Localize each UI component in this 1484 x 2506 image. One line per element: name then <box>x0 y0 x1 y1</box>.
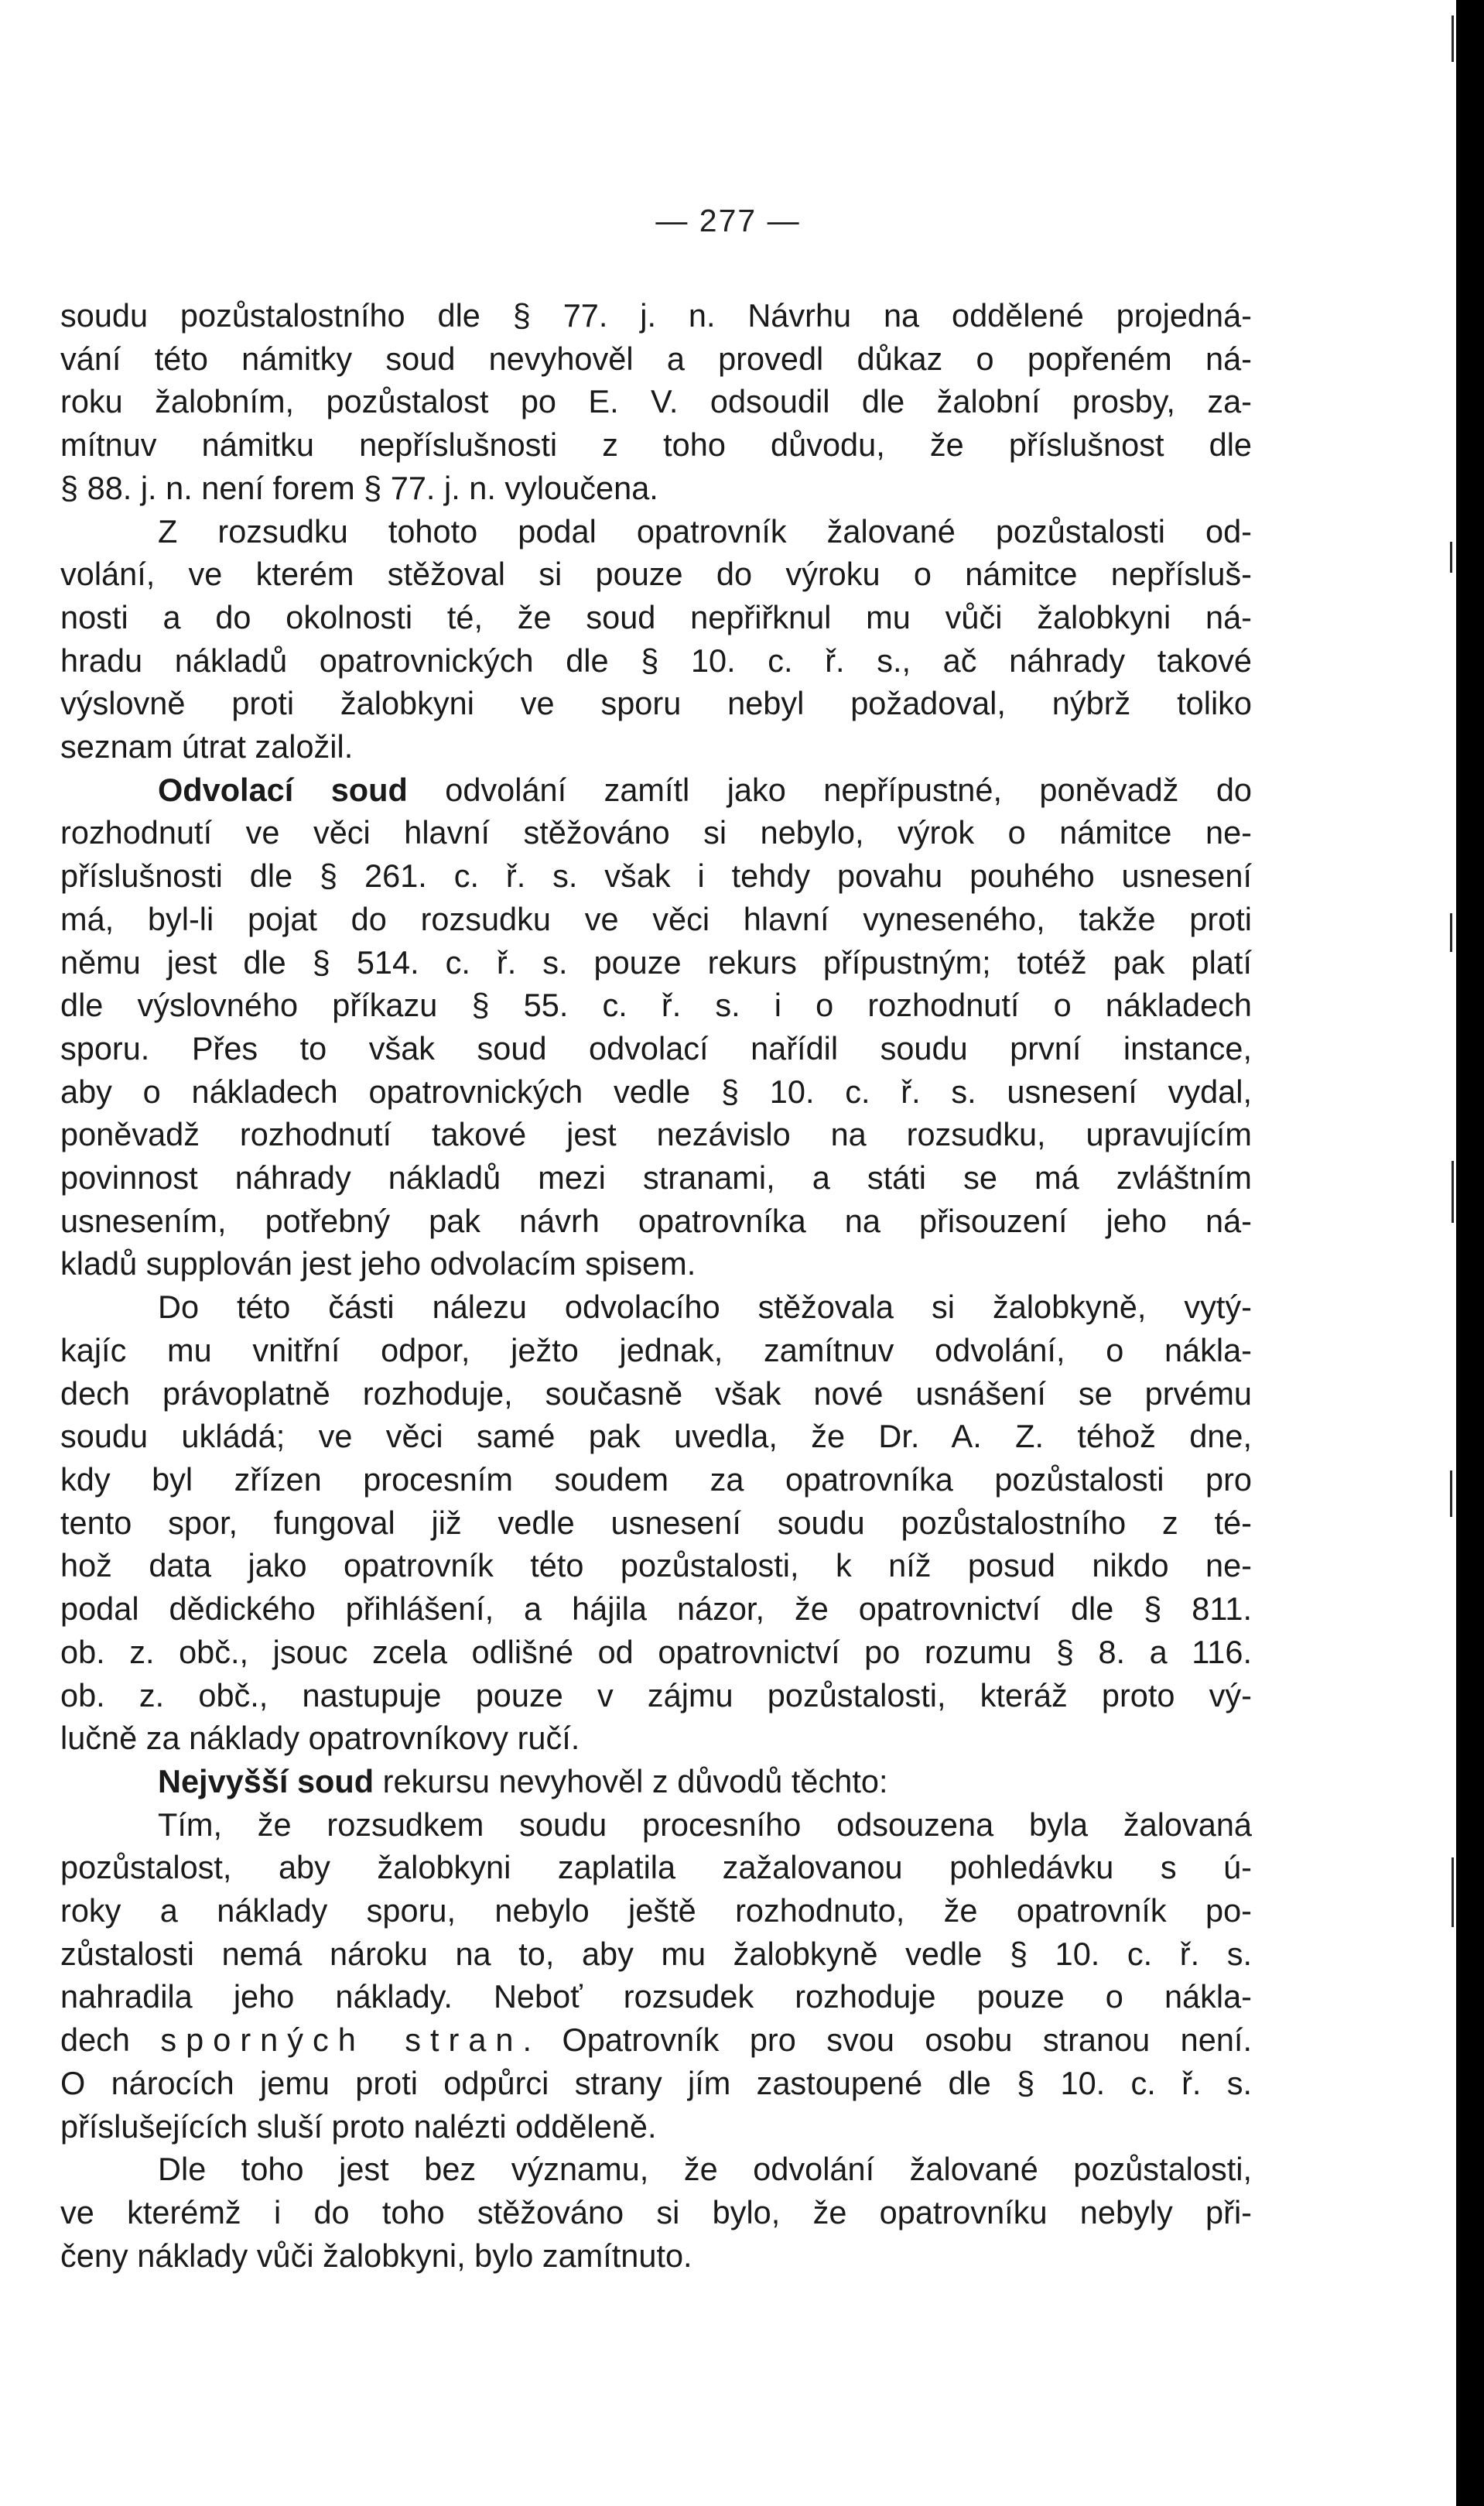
text-line: čeny náklady vůči žalobkyni, bylo zamítnuto. <box>60 2237 692 2274</box>
court-heading: Nejvyšší soud <box>158 1762 374 1799</box>
text-line: aby o nákladech opatrovnických vedle § 10. c. ř. s. usnesení vydal, <box>60 1073 1252 1110</box>
text-line: lučně za náklady opatrovníkovy ručí. <box>60 1720 580 1757</box>
text-fragment: odvolání zamítl jako nepřípustné, poněvadž do <box>407 771 1252 808</box>
text-fragment: dech <box>60 2022 161 2059</box>
text-fragment: rekursu nevyhověl z důvodů těchto: <box>374 1762 888 1799</box>
scan-edge-mark <box>1452 1161 1454 1223</box>
text-line: dle výslovného příkazu § 55. c. ř. s. i o rozhodnutí o nákladech <box>60 987 1252 1024</box>
text-line: podal dědického přihlášení, a hájila názor, že opatrovnictví dle § 811. <box>60 1590 1252 1628</box>
text-line: ob. z. obč., nastupuje pouze v zájmu pozůstalosti, kteráž proto vý- <box>60 1676 1252 1713</box>
text-line: kajíc mu vnitřní odpor, ježto jednak, zamítnuv odvolání, o nákla- <box>60 1331 1252 1368</box>
text-line: usnesením, potřebný pak návrh opatrovníka na přisouzení jeho ná- <box>60 1202 1252 1239</box>
scan-edge-mark <box>1452 1857 1454 1927</box>
text-line: seznam útrat založil. <box>60 728 354 765</box>
page-number: — 277 — <box>655 203 801 238</box>
text-line: sporu. Přes to však soud odvolací nařídil soudu první instance, <box>60 1029 1252 1066</box>
text-line <box>60 2018 1252 2062</box>
text-line: § 88. j. n. není forem § 77. j. n. vyloučena. <box>60 469 658 506</box>
text-body <box>60 294 1252 2277</box>
text-line: příslušnosti dle § 261. c. ř. s. však i tehdy povahu pouhého usnesení <box>60 858 1252 895</box>
court-heading: Odvolací soud <box>158 771 408 808</box>
text-line: ve kterémž i do toho stěžováno si bylo, že opatrovníku nebyly při- <box>60 2193 1252 2230</box>
text-line: nahradila jeho náklady. Neboť rozsudek rozhoduje pouze o nákla- <box>60 1978 1252 2015</box>
text-line: němu jest dle § 514. c. ř. s. pouze rekurs přípustným; totéž pak platí <box>60 943 1252 981</box>
text-line <box>60 769 1252 812</box>
text-line: dech právoplatně rozhoduje, současně však nové usnášení se prvému <box>60 1375 1252 1412</box>
text-line: nosti a do okolnosti té, že soud nepřiřknul mu vůči žalobkyni ná- <box>60 598 1252 635</box>
text-line: Do této části nálezu odvolacího stěžovala si žalobkyně, vytý- <box>158 1289 1252 1326</box>
text-line: výslovně proti žalobkyni ve sporu nebyl požadoval, nýbrž toliko <box>60 685 1252 722</box>
scan-edge-mark <box>1450 913 1452 952</box>
text-line: povinnost náhrady nákladů mezi stranami, a státi se má zvláštním <box>60 1159 1252 1197</box>
spaced-emphasis: sporných stran <box>160 2022 523 2059</box>
text-line: kdy byl zřízen procesním soudem za opatrovníka pozůstalosti pro <box>60 1460 1252 1498</box>
scan-edge-mark <box>1450 542 1452 573</box>
text-line: hradu nákladů opatrovnických dle § 10. c. ř. s., ač náhrady takové <box>60 642 1252 679</box>
text-line: mítnuv námitku nepříslušnosti z toho důvodu, že příslušnost dle <box>60 426 1252 464</box>
text-line: má, byl-li pojat do rozsudku ve věci hlavní vyneseného, takže proti <box>60 900 1252 937</box>
text-line: rozhodnutí ve věci hlavní stěžováno si nebylo, výrok o námitce ne- <box>60 814 1252 851</box>
text-line: Tím, že rozsudkem soudu procesního odsouzena byla žalovaná <box>158 1806 1252 1843</box>
text-line: roku žalobním, pozůstalost po E. V. odsoudil dle žalobní prosby, za- <box>60 383 1252 420</box>
text-line <box>60 1760 1252 1803</box>
scan-edge-mark <box>1452 15 1454 62</box>
text-line: soudu ukládá; ve věci samé pak uvedla, že Dr. A. Z. téhož dne, <box>60 1418 1252 1455</box>
text-line: soudu pozůstalostního dle § 77. j. n. Návrhu na oddělené projedná- <box>60 297 1252 334</box>
text-line: zůstalosti nemá nároku na to, aby mu žalobkyně vedle § 10. c. ř. s. <box>60 1935 1252 1972</box>
text-line: kladů supplován jest jeho odvolacím spisem. <box>60 1245 696 1282</box>
text-line: tento spor, fungoval již vedle usnesení soudu pozůstalostního z té- <box>60 1504 1252 1541</box>
text-line: Z rozsudku tohoto podal opatrovník žalované pozůstalosti od- <box>158 512 1252 549</box>
text-line: hož data jako opatrovník této pozůstalosti, k níž posud nikdo ne- <box>60 1547 1252 1584</box>
text-line: O nárocích jemu proti odpůrci strany jím zastoupené dle § 10. c. ř. s. <box>60 2064 1252 2101</box>
text-line: příslušejících sluší proto nalézti odděleně. <box>60 2107 657 2145</box>
text-line: roky a náklady sporu, nebylo ještě rozhodnuto, že opatrovník po- <box>60 1892 1252 1929</box>
text-line: vání této námitky soud nevyhověl a provedl důkaz o popřeném ná- <box>60 340 1252 377</box>
text-fragment: . Opatrovník pro svou osobu stranou není. <box>522 2022 1252 2059</box>
text-line: pozůstalost, aby žalobkyni zaplatila zažalovanou pohledávku s ú- <box>60 1849 1252 1886</box>
text-line: Dle toho jest bez významu, že odvolání žalované pozůstalosti, <box>158 2151 1252 2188</box>
text-line: poněvadž rozhodnutí takové jest nezávislo na rozsudku, upravujícím <box>60 1116 1252 1153</box>
text-line: ob. z. obč., jsouc zcela odlišné od opatrovnictví po rozumu § 8. a 116. <box>60 1633 1252 1670</box>
scan-edge-mark <box>1450 1470 1452 1517</box>
text-line: volání, ve kterém stěžoval si pouze do výroku o námitce nepřísluš- <box>60 556 1252 593</box>
